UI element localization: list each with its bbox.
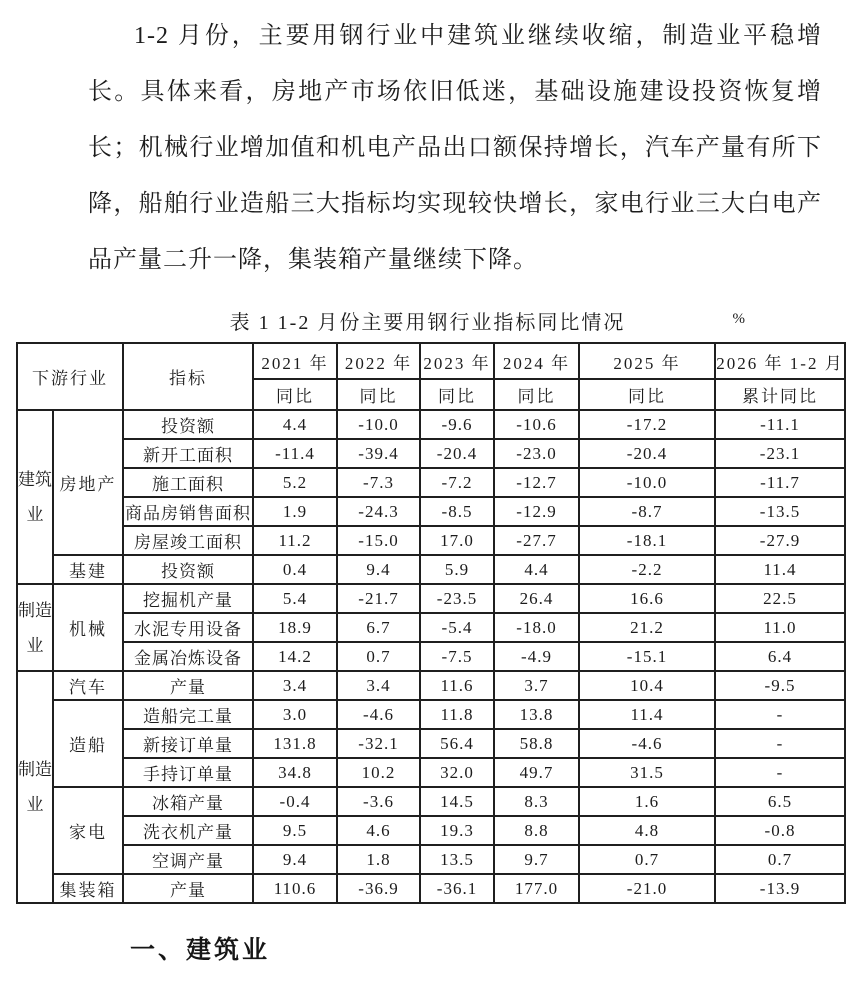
value-cell: 58.8 (494, 729, 579, 758)
value-cell: -11.1 (715, 410, 845, 439)
value-cell: 8.3 (494, 787, 579, 816)
value-cell: 5.9 (420, 555, 494, 584)
value-cell: -11.7 (715, 468, 845, 497)
value-cell: -23.1 (715, 439, 845, 468)
table-title: 表 1 1-2 月份主要用钢行业指标同比情况 (229, 312, 626, 334)
value-cell: -4.6 (579, 729, 715, 758)
table-row (17, 497, 845, 526)
value-cell: -24.3 (337, 497, 420, 526)
indicator-cell: 造船完工量 (123, 700, 253, 729)
indicator-cell: 空调产量 (123, 845, 253, 874)
value-cell: 4.4 (253, 410, 337, 439)
value-cell: -2.2 (579, 555, 715, 584)
value-cell: -36.9 (337, 874, 420, 903)
value-cell: -4.6 (337, 700, 420, 729)
indicator-cell: 商品房销售面积 (123, 497, 253, 526)
section-heading (130, 930, 855, 966)
value-cell: -20.4 (579, 439, 715, 468)
value-cell: 5.4 (253, 584, 337, 613)
indicator-cell: 新开工面积 (123, 439, 253, 468)
header-yoy-2024: 同比 (494, 379, 579, 410)
value-cell: -21.7 (337, 584, 420, 613)
value-cell: 11.4 (715, 555, 845, 584)
section-heading-text: 一、建筑业 (130, 936, 271, 964)
value-cell: -23.0 (494, 439, 579, 468)
value-cell: -13.5 (715, 497, 845, 526)
header-yoy-2021: 同比 (253, 379, 337, 410)
value-cell: 11.6 (420, 671, 494, 700)
value-cell: 16.6 (579, 584, 715, 613)
table-row (17, 410, 845, 439)
table-row (17, 729, 845, 758)
value-cell: -9.5 (715, 671, 845, 700)
header-year-2022: 2022 年 (337, 343, 420, 379)
table-body (17, 410, 845, 903)
indicator-cell: 新接订单量 (123, 729, 253, 758)
indicator-cell: 洗衣机产量 (123, 816, 253, 845)
indicator-cell: 房屋竣工面积 (123, 526, 253, 555)
table-row (17, 874, 845, 903)
table-header (17, 343, 845, 410)
table-row (17, 787, 845, 816)
indicator-cell: 产量 (123, 874, 253, 903)
value-cell: -7.2 (420, 468, 494, 497)
value-cell: 1.9 (253, 497, 337, 526)
value-cell: 9.4 (253, 845, 337, 874)
value-cell: 4.8 (579, 816, 715, 845)
value-cell: -4.9 (494, 642, 579, 671)
table-row (17, 671, 845, 700)
value-cell: 1.8 (337, 845, 420, 874)
header-indicator: 指标 (123, 343, 253, 410)
header-year-2021: 2021 年 (253, 343, 337, 379)
value-cell: -18.1 (579, 526, 715, 555)
value-cell: -3.6 (337, 787, 420, 816)
category-cell: 基建 (53, 555, 123, 584)
indicator-cell: 产量 (123, 671, 253, 700)
value-cell: 18.9 (253, 613, 337, 642)
header-yoy-2022: 同比 (337, 379, 420, 410)
value-cell: 9.5 (253, 816, 337, 845)
value-cell: -7.5 (420, 642, 494, 671)
value-cell: 56.4 (420, 729, 494, 758)
value-cell: - (715, 700, 845, 729)
value-cell: -21.0 (579, 874, 715, 903)
value-cell: 13.8 (494, 700, 579, 729)
value-cell: 8.8 (494, 816, 579, 845)
value-cell: 3.7 (494, 671, 579, 700)
value-cell: 32.0 (420, 758, 494, 787)
header-year-2023: 2023 年 (420, 343, 494, 379)
value-cell: 11.2 (253, 526, 337, 555)
intro-paragraph: 1-2 月份，主要用钢行业中建筑业继续收缩，制造业平稳增长。具体来看，房地产市场依旧低迷，基础设施建设投资恢复增长；机械行业增加值和机电产品出口额保持增长，汽车产量有所下降，船舶行业造船三大指标均实现较快增长，家电行业三大白电产品产量二升一降，集装箱产量继续下降。 (88, 23, 822, 273)
indicator-cell: 挖掘机产量 (123, 584, 253, 613)
category-cell: 造船 (53, 700, 123, 787)
indicator-cell: 金属冶炼设备 (123, 642, 253, 671)
value-cell: -8.5 (420, 497, 494, 526)
value-cell: 131.8 (253, 729, 337, 758)
value-cell: 3.4 (337, 671, 420, 700)
value-cell: 14.5 (420, 787, 494, 816)
header-yoy-2025: 同比 (579, 379, 715, 410)
table-row (17, 642, 845, 671)
indicators-table (16, 342, 846, 904)
value-cell: 13.5 (420, 845, 494, 874)
table-row (17, 439, 845, 468)
indicator-cell: 投资额 (123, 555, 253, 584)
value-cell: 0.4 (253, 555, 337, 584)
value-cell: 19.3 (420, 816, 494, 845)
indicator-cell: 手持订单量 (123, 758, 253, 787)
value-cell: 0.7 (579, 845, 715, 874)
value-cell: 9.7 (494, 845, 579, 874)
indicator-cell: 冰箱产量 (123, 787, 253, 816)
value-cell: 21.2 (579, 613, 715, 642)
value-cell: - (715, 758, 845, 787)
value-cell: -36.1 (420, 874, 494, 903)
table-caption (0, 306, 855, 338)
indicator-cell: 施工面积 (123, 468, 253, 497)
sector-cell: 建筑业 (17, 410, 53, 584)
value-cell: -23.5 (420, 584, 494, 613)
value-cell: 49.7 (494, 758, 579, 787)
value-cell: -15.1 (579, 642, 715, 671)
value-cell: 6.5 (715, 787, 845, 816)
value-cell: 14.2 (253, 642, 337, 671)
table-row (17, 584, 845, 613)
category-cell: 机械 (53, 584, 123, 671)
value-cell: 11.4 (579, 700, 715, 729)
indicator-cell: 水泥专用设备 (123, 613, 253, 642)
header-row-top (17, 343, 845, 379)
category-cell: 家电 (53, 787, 123, 874)
indicator-cell: 投资额 (123, 410, 253, 439)
value-cell: -32.1 (337, 729, 420, 758)
value-cell: 4.4 (494, 555, 579, 584)
value-cell: 110.6 (253, 874, 337, 903)
value-cell: 26.4 (494, 584, 579, 613)
value-cell: 0.7 (715, 845, 845, 874)
value-cell: -20.4 (420, 439, 494, 468)
value-cell: 177.0 (494, 874, 579, 903)
value-cell: 17.0 (420, 526, 494, 555)
table-row (17, 816, 845, 845)
document-page (0, 8, 855, 966)
header-year-2024: 2024 年 (494, 343, 579, 379)
value-cell: -0.8 (715, 816, 845, 845)
value-cell: -13.9 (715, 874, 845, 903)
table-row (17, 468, 845, 497)
value-cell: - (715, 729, 845, 758)
value-cell: -10.0 (579, 468, 715, 497)
table-row (17, 613, 845, 642)
table-row (17, 758, 845, 787)
header-yoy-2023: 同比 (420, 379, 494, 410)
category-cell: 集装箱 (53, 874, 123, 903)
header-industry: 下游行业 (17, 343, 123, 410)
value-cell: 31.5 (579, 758, 715, 787)
table-row (17, 526, 845, 555)
value-cell: -0.4 (253, 787, 337, 816)
category-cell: 汽车 (53, 671, 123, 700)
value-cell: 6.7 (337, 613, 420, 642)
value-cell: -17.2 (579, 410, 715, 439)
header-year-2025: 2025 年 (579, 343, 715, 379)
header-year-2026: 2026 年 1-2 月 (715, 343, 845, 379)
value-cell: 10.2 (337, 758, 420, 787)
table-row (17, 555, 845, 584)
table-row (17, 700, 845, 729)
value-cell: 1.6 (579, 787, 715, 816)
value-cell: -8.7 (579, 497, 715, 526)
value-cell: -12.9 (494, 497, 579, 526)
value-cell: 5.2 (253, 468, 337, 497)
value-cell: 34.8 (253, 758, 337, 787)
value-cell: 11.0 (715, 613, 845, 642)
value-cell: 0.7 (337, 642, 420, 671)
value-cell: 6.4 (715, 642, 845, 671)
value-cell: -7.3 (337, 468, 420, 497)
value-cell: -9.6 (420, 410, 494, 439)
value-cell: -5.4 (420, 613, 494, 642)
table-row (17, 845, 845, 874)
value-cell: -10.0 (337, 410, 420, 439)
value-cell: 9.4 (337, 555, 420, 584)
value-cell: 4.6 (337, 816, 420, 845)
value-cell: 22.5 (715, 584, 845, 613)
value-cell: -11.4 (253, 439, 337, 468)
value-cell: -10.6 (494, 410, 579, 439)
sector-cell: 制造业 (17, 671, 53, 903)
value-cell: 11.8 (420, 700, 494, 729)
value-cell: -27.9 (715, 526, 845, 555)
value-cell: 3.0 (253, 700, 337, 729)
table-unit-label: % (732, 311, 745, 327)
value-cell: -18.0 (494, 613, 579, 642)
value-cell: -15.0 (337, 526, 420, 555)
header-yoy-2026: 累计同比 (715, 379, 845, 410)
value-cell: 10.4 (579, 671, 715, 700)
value-cell: 3.4 (253, 671, 337, 700)
category-cell: 房地产 (53, 410, 123, 555)
sector-cell: 制造业 (17, 584, 53, 671)
value-cell: -27.7 (494, 526, 579, 555)
value-cell: -12.7 (494, 468, 579, 497)
value-cell: -39.4 (337, 439, 420, 468)
